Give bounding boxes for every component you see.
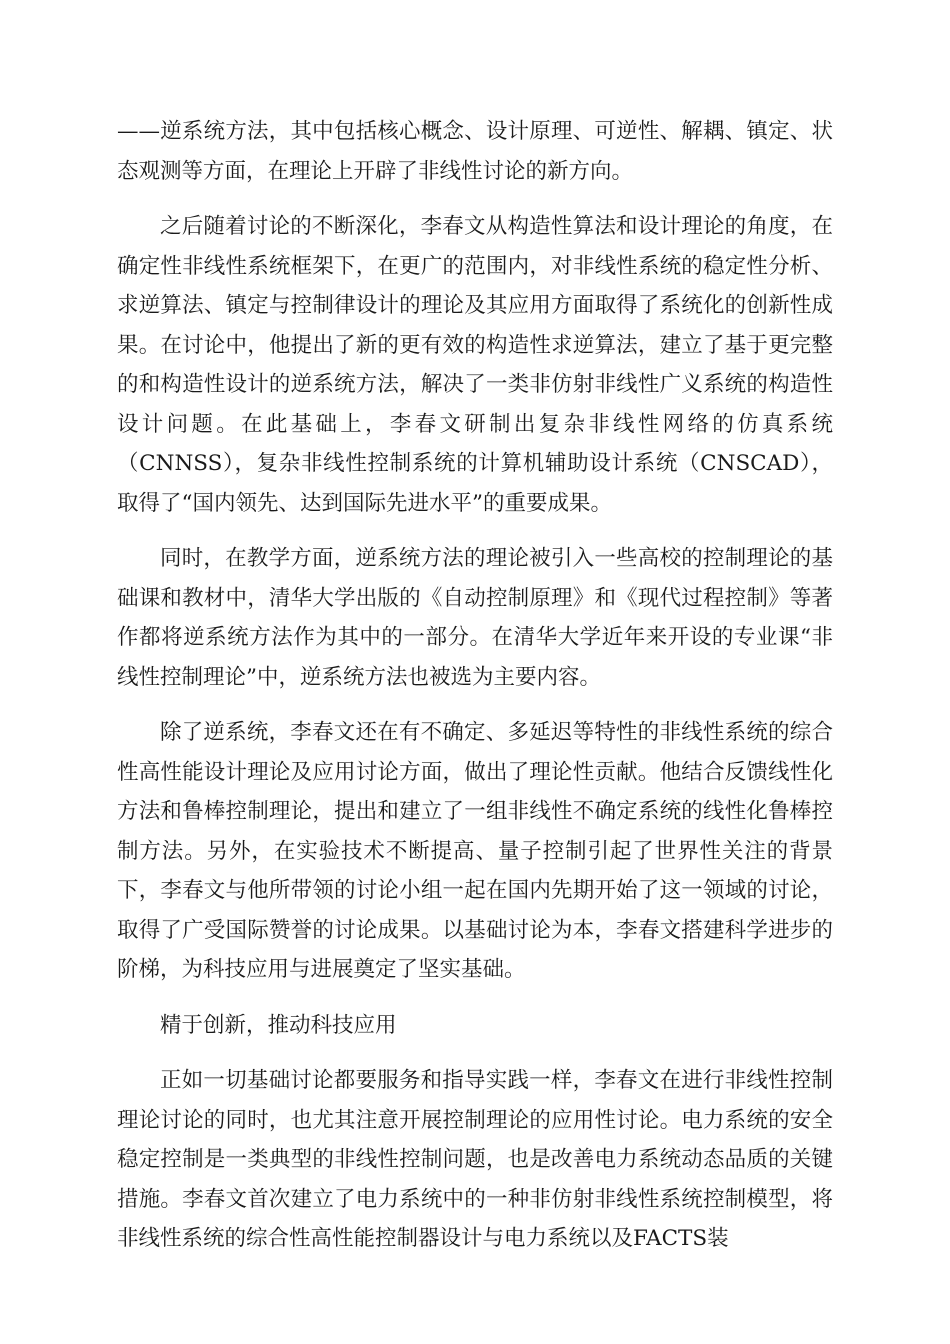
paragraph-continuation: ——逆系统方法，其中包括核心概念、设计原理、可逆性、解耦、镇定、状态观测等方面，在理论上开辟了非线性讨论的新方向。 [117, 119, 833, 184]
body-text [117, 112, 833, 1275]
paragraph-research-deepening: 之后随着讨论的不断深化，李春文从构造性算法和设计理论的角度，在确定性非线性系统框架下，在更广的范围内，对非线性系统的稳定性分析、求逆算法、镇定与控制律设计的理论及其应用方面取得了系统化的创新性成果。在讨论中，他提出了新的更有效的构造性求逆算法，建立了基于更完整的和构造性设计的逆系统方法，解决了一类非仿射非线性广义系统的构造性设计问题。在此基础上，李春文研制出复杂非线性网络的仿真系统（CNNSS），复杂非线性控制系统的计算机辅助设计系统（CNSCAD），取得了“国内领先、达到国际先进水平”的重要成果。 [117, 214, 833, 516]
paragraph-applications: 正如一切基础讨论都要服务和指导实践一样，李春文在进行非线性控制理论讨论的同时，也尤其注意开展控制理论的应用性讨论。电力系统的安全稳定控制是一类典型的非线性控制问题，也是改善电力系统动态品质的关键措施。李春文首次建立了电力系统中的一种非仿射非线性系统控制模型，将非线性系统的综合性高性能控制器设计与电力系统以及FACTS装 [117, 1068, 833, 1251]
paragraph-teaching: 同时，在教学方面，逆系统方法的理论被引入一些高校的控制理论的基础课和教材中，清华大学出版的《自动控制原理》和《现代过程控制》等著作都将逆系统方法作为其中的一部分。在清华大学近年来开设的专业课“非线性控制理论”中，逆系统方法也被选为主要内容。 [117, 546, 833, 690]
section-heading: 精于创新，推动科技应用 [160, 1012, 397, 1038]
paragraph-robust-control: 除了逆系统，李春文还在有不确定、多延迟等特性的非线性系统的综合性高性能设计理论及应用讨论方面，做出了理论性贡献。他结合反馈线性化方法和鲁棒控制理论，提出和建立了一组非线性不确定系统的线性化鲁棒控制方法。另外，在实验技术不断提高、量子控制引起了世界性关注的背景下，李春文与他所带领的讨论小组一起在国内先期开始了这一领域的讨论，取得了广受国际赞誉的讨论成果。以基础讨论为本，李春文搭建科学进步的阶梯，为科技应用与进展奠定了坚实基础。 [117, 720, 833, 982]
